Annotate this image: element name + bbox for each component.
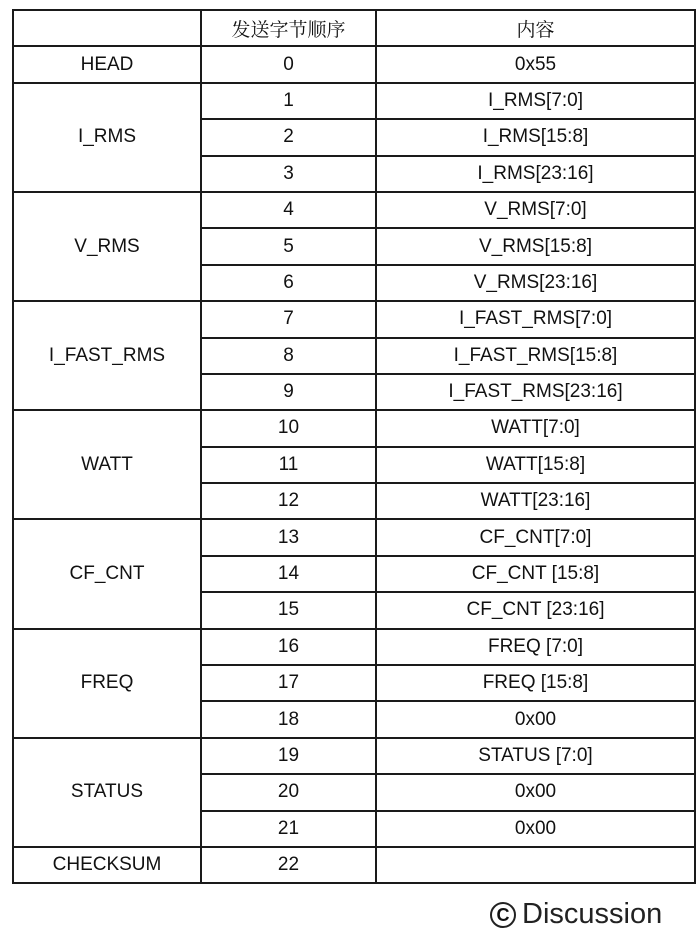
content-cell: FREQ [7:0] [376, 629, 695, 665]
content-cell: V_RMS[23:16] [376, 265, 695, 301]
byte-index-cell: 3 [201, 156, 376, 192]
content-cell: V_RMS[7:0] [376, 192, 695, 228]
field-name-cell: I_FAST_RMS [13, 301, 201, 410]
field-name-cell: CF_CNT [13, 519, 201, 628]
content-cell: V_RMS[15:8] [376, 228, 695, 264]
field-name-cell: I_RMS [13, 83, 201, 192]
field-name-cell: HEAD [13, 46, 201, 82]
byte-index-cell: 18 [201, 701, 376, 737]
content-cell: I_RMS[7:0] [376, 83, 695, 119]
header-content: 内容 [376, 10, 695, 46]
byte-index-cell: 14 [201, 556, 376, 592]
content-cell: 0x00 [376, 811, 695, 847]
content-cell: I_RMS[23:16] [376, 156, 695, 192]
field-name-cell: FREQ [13, 629, 201, 738]
byte-index-cell: 1 [201, 83, 376, 119]
c-circle-icon: C [490, 902, 516, 928]
byte-index-cell: 2 [201, 119, 376, 155]
content-cell: I_FAST_RMS[15:8] [376, 338, 695, 374]
byte-index-cell: 22 [201, 847, 376, 883]
byte-index-cell: 17 [201, 665, 376, 701]
content-cell: CF_CNT [23:16] [376, 592, 695, 628]
table-row [13, 410, 695, 446]
content-cell: I_RMS[15:8] [376, 119, 695, 155]
byte-order-table [12, 9, 696, 884]
content-cell [376, 847, 695, 883]
content-cell: 0x00 [376, 774, 695, 810]
byte-index-cell: 15 [201, 592, 376, 628]
discussion-label: Discussion [522, 898, 663, 930]
byte-index-cell: 5 [201, 228, 376, 264]
table-body [13, 46, 695, 883]
content-cell: WATT[15:8] [376, 447, 695, 483]
byte-index-cell: 7 [201, 301, 376, 337]
byte-index-cell: 8 [201, 338, 376, 374]
table-row [13, 301, 695, 337]
field-name-cell: WATT [13, 410, 201, 519]
content-cell: WATT[23:16] [376, 483, 695, 519]
byte-index-cell: 21 [201, 811, 376, 847]
byte-index-cell: 10 [201, 410, 376, 446]
table-row [13, 847, 695, 883]
content-cell: STATUS [7:0] [376, 738, 695, 774]
byte-index-cell: 6 [201, 265, 376, 301]
content-cell: 0x00 [376, 701, 695, 737]
field-name-cell: STATUS [13, 738, 201, 847]
byte-index-cell: 11 [201, 447, 376, 483]
table-row [13, 83, 695, 119]
table-row [13, 519, 695, 555]
content-cell: FREQ [15:8] [376, 665, 695, 701]
content-cell: I_FAST_RMS[23:16] [376, 374, 695, 410]
byte-index-cell: 13 [201, 519, 376, 555]
byte-index-cell: 16 [201, 629, 376, 665]
byte-index-cell: 9 [201, 374, 376, 410]
field-name-cell: CHECKSUM [13, 847, 201, 883]
byte-index-cell: 12 [201, 483, 376, 519]
content-cell: WATT[7:0] [376, 410, 695, 446]
header-row [13, 10, 695, 46]
byte-index-cell: 19 [201, 738, 376, 774]
table-row [13, 192, 695, 228]
byte-index-cell: 0 [201, 46, 376, 82]
header-field [13, 10, 201, 46]
field-name-cell: V_RMS [13, 192, 201, 301]
table-row [13, 629, 695, 665]
byte-index-cell: 20 [201, 774, 376, 810]
table-row [13, 738, 695, 774]
header-byte-order: 发送字节顺序 [201, 10, 376, 46]
content-cell: 0x55 [376, 46, 695, 82]
content-cell: CF_CNT [15:8] [376, 556, 695, 592]
content-cell: I_FAST_RMS[7:0] [376, 301, 695, 337]
content-cell: CF_CNT[7:0] [376, 519, 695, 555]
byte-index-cell: 4 [201, 192, 376, 228]
discussion-badge[interactable] [474, 888, 699, 941]
table-row [13, 46, 695, 82]
